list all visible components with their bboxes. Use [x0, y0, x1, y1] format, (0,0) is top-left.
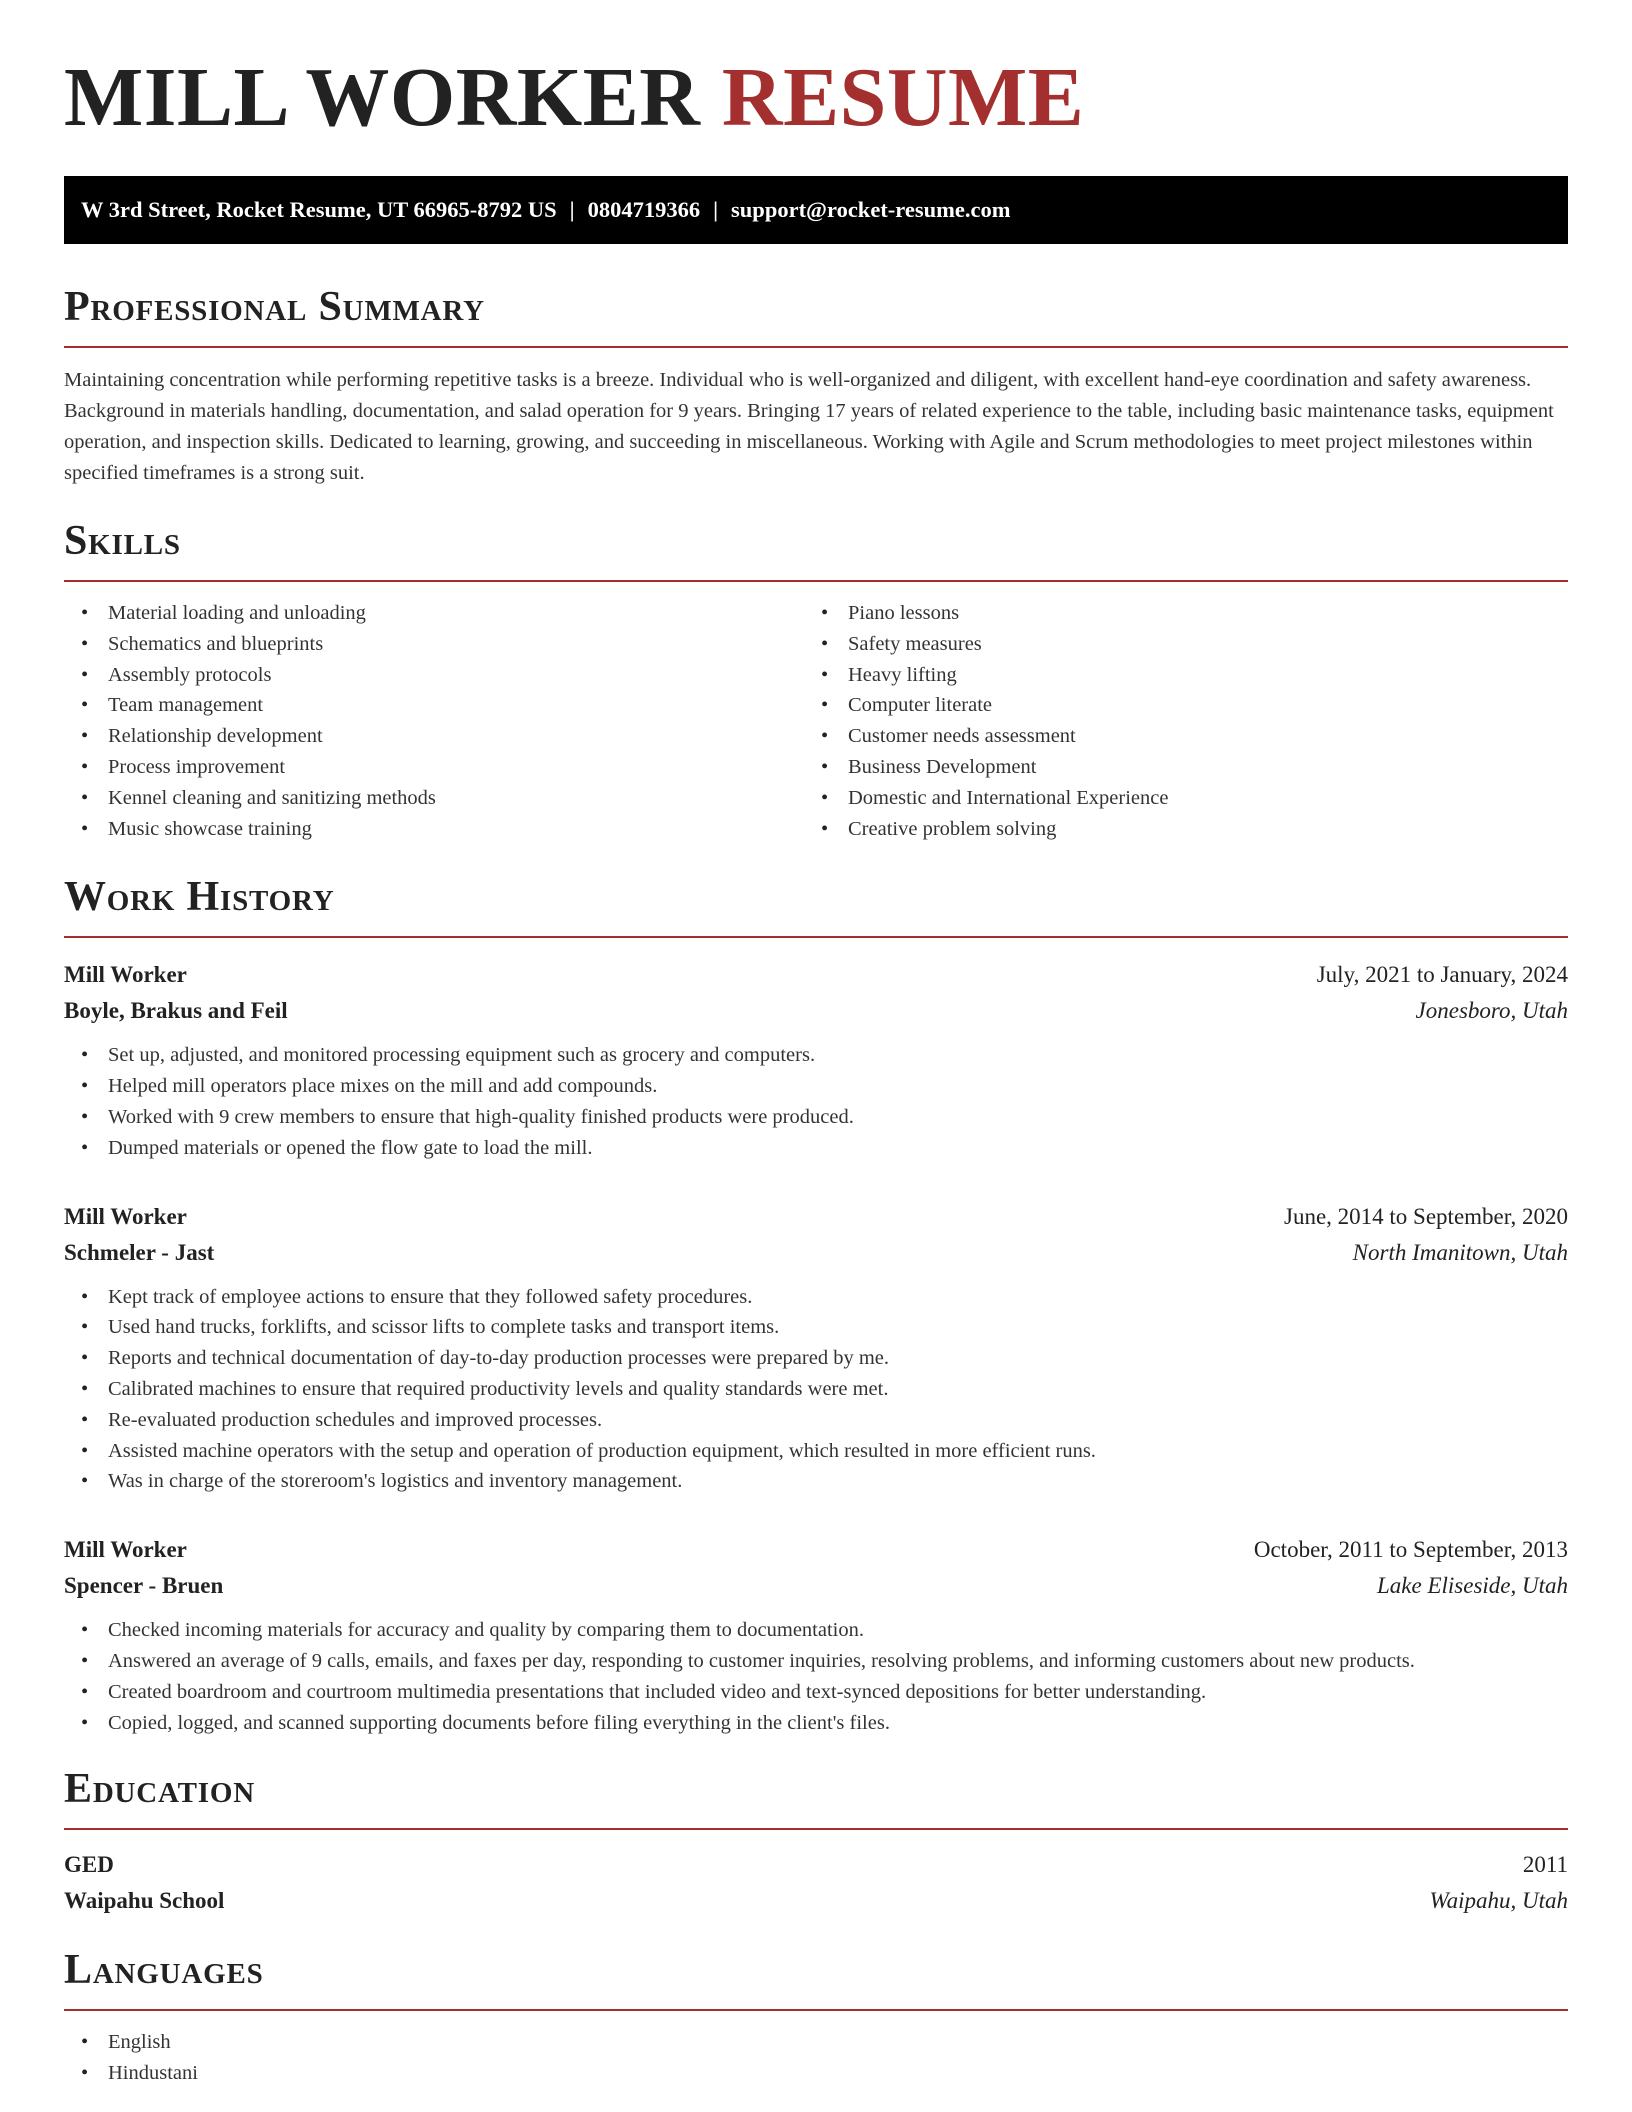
job-dates: June, 2014 to September, 2020	[1284, 1203, 1568, 1229]
job-bullet: • Copied, logged, and scanned supporting documents before filing everything in the client's files.	[64, 1708, 1568, 1739]
title-main: MILL WORKER	[64, 51, 701, 144]
languages-heading: Languages	[64, 1947, 264, 1994]
job-company-row	[64, 993, 1568, 1029]
contact-email: support@rocket-resume.com	[731, 197, 1011, 222]
job-bullet: • Dumped materials or opened the flow gate to load the mill.	[64, 1133, 1568, 1164]
section-divider	[64, 2009, 1568, 2011]
contact-separator: |	[569, 197, 575, 222]
skill-item: • Business Development	[804, 752, 1544, 783]
skill-item: • Kennel cleaning and sanitizing methods	[64, 783, 804, 814]
job-header	[64, 1532, 1568, 1568]
job-bullet: • Kept track of employee actions to ensure that they followed safety procedures.	[64, 1282, 1568, 1313]
job-dates: October, 2011 to September, 2013	[1253, 1537, 1568, 1563]
skill-item: • Assembly protocols	[64, 660, 804, 691]
summary-section	[64, 282, 1568, 489]
job-bullet: • Helped mill operators place mixes on the mill and add compounds.	[64, 1071, 1568, 1102]
job-bullet: • Used hand trucks, forklifts, and scissor lifts to complete tasks and transport items.	[64, 1312, 1568, 1343]
job-bullet: • Set up, adjusted, and monitored processing equipment such as grocery and computers.	[64, 1040, 1568, 1071]
education-section	[64, 1764, 1568, 1919]
job-bullet: • Re-evaluated production schedules and improved processes.	[64, 1405, 1568, 1436]
education-school: Waipahu School	[64, 1888, 225, 1914]
skills-section	[64, 516, 1568, 844]
section-divider	[64, 580, 1568, 582]
summary-text: Maintaining concentration while performing repetitive tasks is a breeze. Individual who is well-organized and diligent, with excellent hand-eye coordination and safety awareness. Background in materials handling, documentation, and salad operation for 9 years. Bringing 17 years of related experience to the table, including basic maintenance tasks, equipment operation, and inspection skills. Dedicated to learning, growing, and succeeding in miscellaneous. Working with Agile and Scrum methodologies to meet project milestones within specified timeframes is a strong suit.	[64, 369, 1554, 484]
contact-address: W 3rd Street, Rocket Resume, UT 66965-8792 US	[81, 197, 557, 222]
education-school-row	[64, 1883, 1568, 1919]
job-company: Boyle, Brakus and Feil	[64, 998, 288, 1024]
contact-bar	[64, 176, 1568, 244]
language-item: • Hindustani	[64, 2058, 1568, 2089]
work-history-heading: Work History	[64, 874, 335, 921]
job-entry	[64, 957, 1568, 1163]
job-bullet-list	[64, 1040, 1568, 1163]
skill-item: • Music showcase training	[64, 814, 804, 845]
job-bullet: • Checked incoming materials for accuracy and quality by comparing them to documentation.	[64, 1615, 1568, 1646]
skill-item: • Creative problem solving	[804, 814, 1544, 845]
languages-section	[64, 1945, 1568, 2089]
job-bullet: • Created boardroom and courtroom multimedia presentations that included video and text-synced depositions for better understanding.	[64, 1677, 1568, 1708]
skill-item: • Material loading and unloading	[64, 598, 804, 629]
job-company: Spencer - Bruen	[64, 1573, 224, 1599]
skills-list-right	[804, 598, 1544, 844]
skill-item: • Piano lessons	[804, 598, 1544, 629]
job-location: Jonesboro, Utah	[1415, 998, 1568, 1024]
job-bullet: • Worked with 9 crew members to ensure that high-quality finished products were produced.	[64, 1102, 1568, 1133]
job-bullet: • Assisted machine operators with the setup and operation of production equipment, which resulted in more efficient runs.	[64, 1436, 1568, 1467]
title-accent: RESUME	[721, 51, 1085, 144]
education-degree: GED	[64, 1852, 114, 1878]
education-year: 2011	[1522, 1852, 1568, 1878]
job-company-row	[64, 1568, 1568, 1604]
job-bullet: • Was in charge of the storeroom's logistics and inventory management.	[64, 1466, 1568, 1497]
skill-item: • Process improvement	[64, 752, 804, 783]
skill-item: • Safety measures	[804, 629, 1544, 660]
section-divider	[64, 936, 1568, 938]
contact-separator: |	[713, 197, 719, 222]
section-divider	[64, 346, 1568, 348]
skill-item: • Heavy lifting	[804, 660, 1544, 691]
job-location: Lake Eliseside, Utah	[1377, 1573, 1568, 1599]
job-dates: July, 2021 to January, 2024	[1316, 962, 1568, 988]
job-bullet: • Answered an average of 9 calls, emails, and faxes per day, responding to customer inquiries, resolving problems, and informing customers about new products.	[64, 1646, 1568, 1677]
education-heading: Education	[64, 1766, 255, 1813]
job-header	[64, 957, 1568, 993]
education-header	[64, 1847, 1568, 1883]
job-location: North Imanitown, Utah	[1352, 1239, 1568, 1265]
resume-title	[64, 0, 1568, 144]
job-title: Mill Worker	[64, 1203, 187, 1229]
work-history-section	[64, 872, 1568, 1738]
skills-list-left	[64, 598, 804, 844]
job-bullet-list	[64, 1282, 1568, 1498]
education-location: Waipahu, Utah	[1429, 1888, 1568, 1914]
job-header	[64, 1199, 1568, 1235]
skill-item: • Computer literate	[804, 690, 1544, 721]
job-entry	[64, 1532, 1568, 1738]
skill-item: • Domestic and International Experience	[804, 783, 1544, 814]
skills-columns	[64, 598, 1568, 844]
contact-phone: 0804719366	[587, 197, 701, 222]
skill-item: • Team management	[64, 690, 804, 721]
job-title: Mill Worker	[64, 962, 187, 988]
job-bullet-list	[64, 1615, 1568, 1738]
job-entry	[64, 1199, 1568, 1498]
job-title: Mill Worker	[64, 1537, 187, 1563]
job-bullet: • Reports and technical documentation of day-to-day production processes were prepared by me.	[64, 1343, 1568, 1374]
language-item: • English	[64, 2027, 1568, 2058]
skill-item: • Customer needs assessment	[804, 721, 1544, 752]
languages-list	[64, 2027, 1568, 2089]
skills-heading: Skills	[64, 518, 181, 564]
education-entry	[64, 1847, 1568, 1919]
job-company: Schmeler - Jast	[64, 1239, 215, 1265]
skill-item: • Schematics and blueprints	[64, 629, 804, 660]
summary-heading: Professional Summary	[64, 284, 485, 330]
section-divider	[64, 1828, 1568, 1830]
skill-item: • Relationship development	[64, 721, 804, 752]
job-company-row	[64, 1235, 1568, 1271]
job-bullet: • Calibrated machines to ensure that required productivity levels and quality standards were met.	[64, 1374, 1568, 1405]
